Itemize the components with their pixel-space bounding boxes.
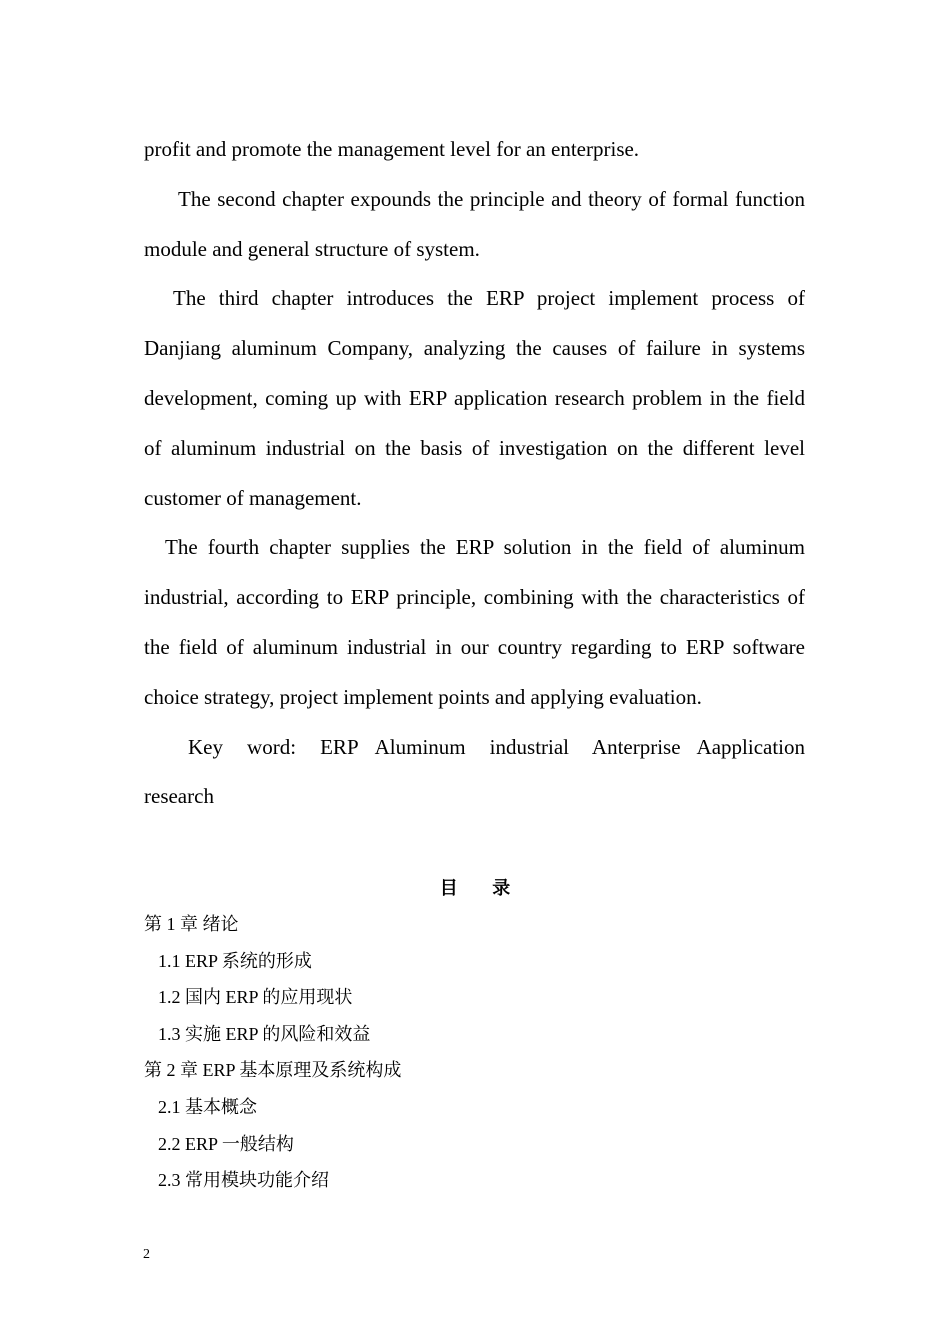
abstract-paragraph: profit and promote the management level for an enterprise.	[144, 137, 640, 161]
keyword-term: ERP	[320, 734, 359, 759]
toc-item[interactable]: 1.3 实施 ERP 的风险和效益	[158, 1023, 371, 1044]
keyword-term: Aluminum industrial Anterprise	[374, 734, 681, 759]
table-of-contents	[144, 906, 805, 1199]
abstract-section	[144, 125, 805, 822]
toc-item[interactable]: 第 2 章 ERP 基本原理及系统构成	[144, 1060, 402, 1081]
toc-title	[0, 874, 950, 900]
toc-title-text: 目 录	[439, 878, 511, 898]
keywords-line	[144, 723, 805, 823]
abstract-paragraph: The third chapter introduces the ERP project implement process of Danjiang aluminum Company, analyzing the causes of failure in systems development, coming up with ERP application research problem in the field of aluminum industrial on the basis of investigation on the different level customer of management.	[144, 286, 805, 510]
toc-item[interactable]: 2.2 ERP 一般结构	[158, 1133, 294, 1154]
keyword-term: Aapplication research	[144, 734, 806, 809]
abstract-paragraph: The fourth chapter supplies the ERP solution in the field of aluminum industrial, according to ERP principle, combining with the characteristics of the field of aluminum industrial in our country regarding to ERP software choice strategy, project implement points and applying evaluation.	[144, 535, 805, 709]
toc-item[interactable]: 2.1 基本概念	[158, 1096, 257, 1117]
toc-item[interactable]: 1.1 ERP 系统的形成	[158, 950, 312, 971]
toc-item[interactable]: 第 1 章 绪论	[144, 914, 239, 934]
toc-item[interactable]: 1.2 国内 ERP 的应用现状	[158, 987, 353, 1008]
toc-item[interactable]: 2.3 常用模块功能介绍	[158, 1170, 329, 1191]
page-number: 2	[143, 1247, 150, 1262]
abstract-paragraph: The second chapter expounds the principle and theory of formal function module and general structure of system.	[144, 186, 805, 261]
keywords-label: Key word:	[188, 734, 297, 759]
